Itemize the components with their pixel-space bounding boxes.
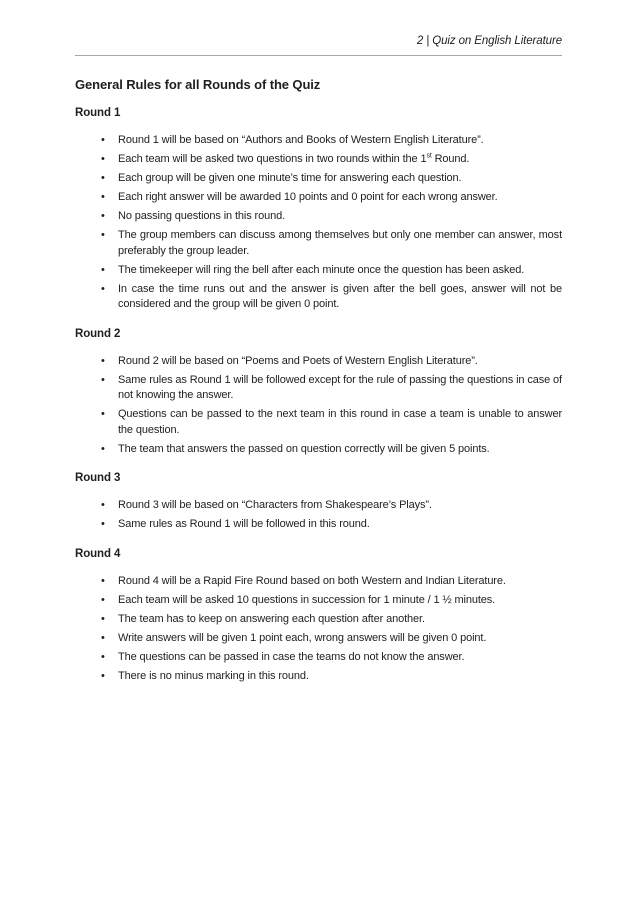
section-round-3	[75, 471, 562, 533]
rule-bullet: • Questions can be passed to the next team in this round in case a team is unable to answer the question.	[101, 407, 562, 438]
rule-bullet: • In case the time runs out and the answer is given after the bell goes, answer will not be considered and the group will be given 0 point.	[101, 282, 562, 313]
section-round-1	[75, 106, 562, 313]
rules-bullet-list	[75, 498, 562, 533]
rule-bullet: • The timekeeper will ring the bell after each minute once the question has been asked.	[101, 263, 562, 279]
rules-bullet-list	[75, 574, 562, 685]
round-heading: Round 1	[75, 107, 121, 119]
rule-bullet: • Each group will be given one minute’s time for answering each question.	[101, 171, 562, 187]
rule-bullet: • Each team will be asked two questions in two rounds within the 1st Round.	[101, 152, 562, 168]
round-heading: Round 2	[75, 327, 121, 340]
rule-bullet: • The group members can discuss among themselves but only one member can answer, most preferably the group leader.	[101, 228, 562, 259]
rules-bullet-list	[75, 133, 562, 313]
rule-bullet: • The team has to keep on answering each question after another.	[101, 612, 562, 628]
rule-bullet: • There is no minus marking in this round.	[101, 669, 562, 685]
round-heading: Round 4	[75, 547, 121, 560]
rule-bullet: • Round 1 will be based on “Authors and Books of Western English Literature”.	[101, 133, 562, 149]
rule-bullet: • No passing questions in this round.	[101, 209, 562, 225]
rule-bullet: • Same rules as Round 1 will be followed in this round.	[101, 517, 562, 533]
rule-bullet: • Same rules as Round 1 will be followed except for the rule of passing the questions in case of not knowing the answer.	[101, 373, 562, 404]
rule-bullet: • Round 2 will be based on “Poems and Poets of Western English Literature”.	[101, 354, 562, 370]
page-title: General Rules for all Rounds of the Quiz	[75, 77, 321, 92]
rule-bullet: • Round 3 will be based on “Characters from Shakespeare’s Plays”.	[101, 498, 562, 514]
section-round-2	[75, 327, 562, 458]
page-header	[75, 34, 562, 56]
rule-bullet: • Each team will be asked 10 questions in succession for 1 minute / 1 ½ minutes.	[101, 593, 562, 609]
rules-sections	[75, 106, 562, 684]
rules-bullet-list	[75, 354, 562, 458]
rule-bullet: • Write answers will be given 1 point each, wrong answers will be given 0 point.	[101, 631, 562, 647]
rule-bullet: • The team that answers the passed on question correctly will be given 5 points.	[101, 442, 562, 458]
rule-bullet: • Each right answer will be awarded 10 points and 0 point for each wrong answer.	[101, 190, 562, 206]
rule-bullet: • The questions can be passed in case the teams do not know the answer.	[101, 650, 562, 666]
section-round-4	[75, 547, 562, 685]
rule-bullet: • Round 4 will be a Rapid Fire Round based on both Western and Indian Literature.	[101, 574, 562, 590]
header-text: 2 | Quiz on English Literature	[416, 35, 562, 47]
round-heading: Round 3	[75, 472, 121, 484]
